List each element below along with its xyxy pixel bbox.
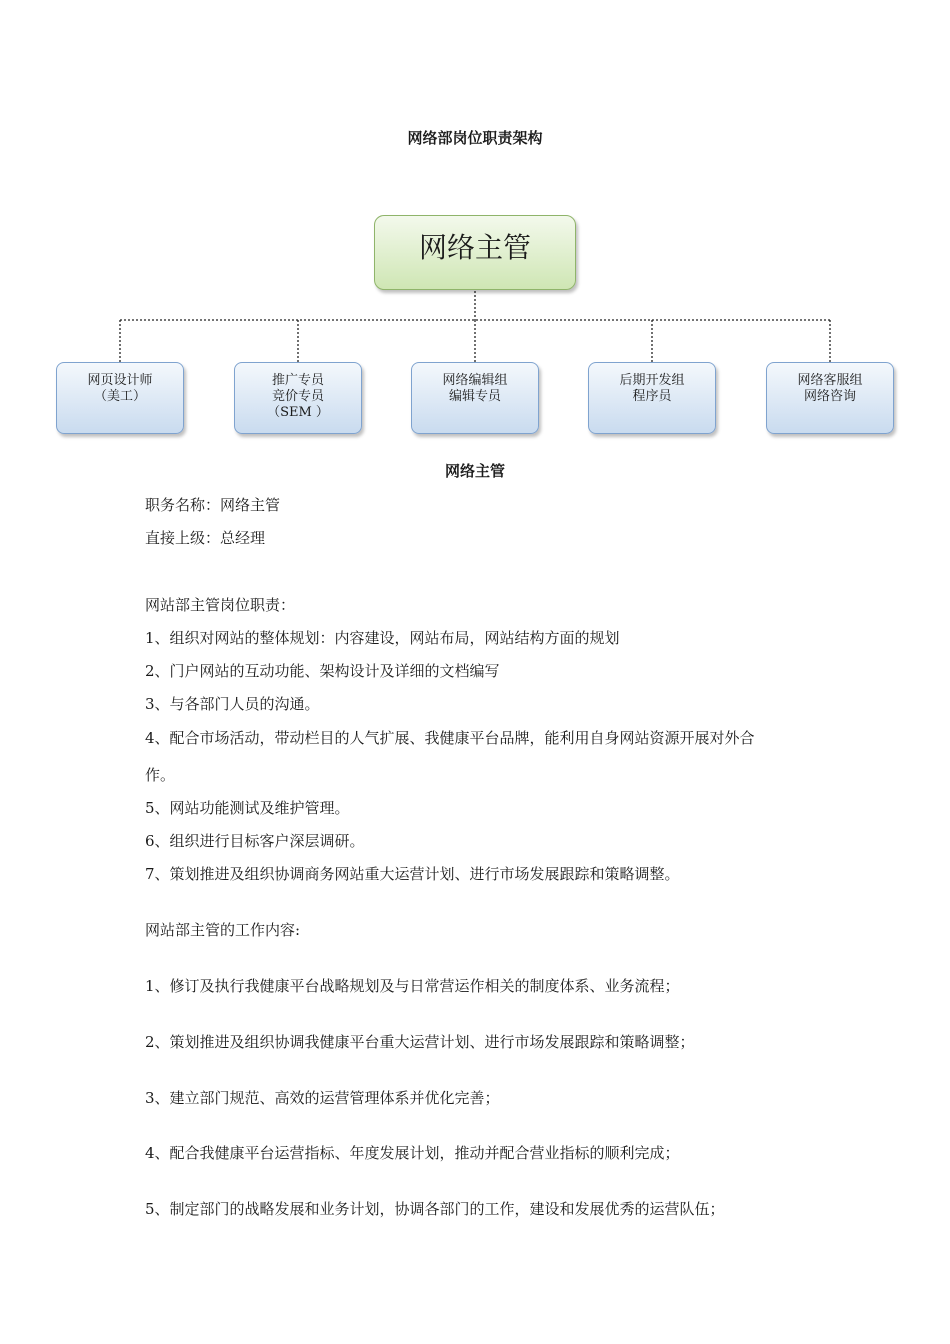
work-item: 2、策划推进及组织协调我健康平台重大运营计划、进行市场发展跟踪和策略调整；	[145, 1033, 695, 1051]
org-node-promotion-specialist	[234, 362, 362, 434]
org-node-line: 竞价专员	[271, 389, 324, 404]
org-node-line: （SEM ）	[267, 405, 329, 420]
work-heading: 网站部主管的工作内容:	[145, 921, 301, 939]
duty-item: 6、组织进行目标客户深层调研。	[145, 832, 365, 850]
org-chart-connectors	[0, 0, 950, 370]
org-node-line: （美工）	[93, 389, 146, 404]
work-item: 5、制定部门的战略发展和业务计划，协调各部门的工作，建设和发展优秀的运营队伍；	[145, 1200, 725, 1218]
org-node-line: 程序员	[632, 389, 672, 404]
org-node-label: 网络主管	[418, 231, 531, 264]
org-node-line: 网络咨询	[803, 389, 856, 404]
org-node-line: 网络编辑组	[442, 373, 508, 388]
org-node-web-designer	[56, 362, 184, 434]
org-node-line: 网页设计师	[87, 373, 153, 388]
org-node-network-supervisor	[374, 215, 576, 290]
direct-superior: 直接上级：总经理	[145, 529, 266, 547]
work-item: 4、配合我健康平台运营指标、年度发展计划，推动并配合营业指标的顺利完成；	[145, 1144, 680, 1162]
duty-item: 1、组织对网站的整体规划：内容建设，网站布局，网站结构方面的规划	[145, 629, 620, 647]
duty-item: 7、策划推进及组织协调商务网站重大运营计划、进行市场发展跟踪和策略调整。	[145, 865, 680, 883]
org-node-development-group	[588, 362, 716, 434]
duties-heading: 网站部主管岗位职责：	[145, 596, 296, 614]
org-node-customer-service-group	[766, 362, 894, 434]
org-node-line: 编辑专员	[448, 389, 501, 404]
duty-item: 2、门户网站的互动功能、架构设计及详细的文档编写	[145, 662, 500, 680]
duty-item: 4、配合市场活动，带动栏目的人气扩展、我健康平台品牌，能利用自身网站资源开展对外合	[145, 729, 755, 747]
section-title: 网络主管	[444, 462, 505, 480]
document-title: 网络部岗位职责架构	[407, 129, 543, 147]
org-node-line: 推广专员	[271, 373, 324, 388]
duty-item-continuation: 作。	[145, 766, 176, 784]
org-node-line: 网络客服组	[797, 373, 863, 388]
position-name: 职务名称：网络主管	[145, 496, 281, 514]
org-node-line: 后期开发组	[619, 373, 685, 388]
work-item: 3、建立部门规范、高效的运营管理体系并优化完善；	[145, 1089, 500, 1107]
duty-item: 3、与各部门人员的沟通。	[145, 695, 320, 713]
org-node-editor-group	[411, 362, 539, 434]
work-item: 1、修订及执行我健康平台战略规划及与日常营运作相关的制度体系、业务流程；	[145, 977, 680, 995]
duty-item: 5、网站功能测试及维护管理。	[145, 799, 350, 817]
